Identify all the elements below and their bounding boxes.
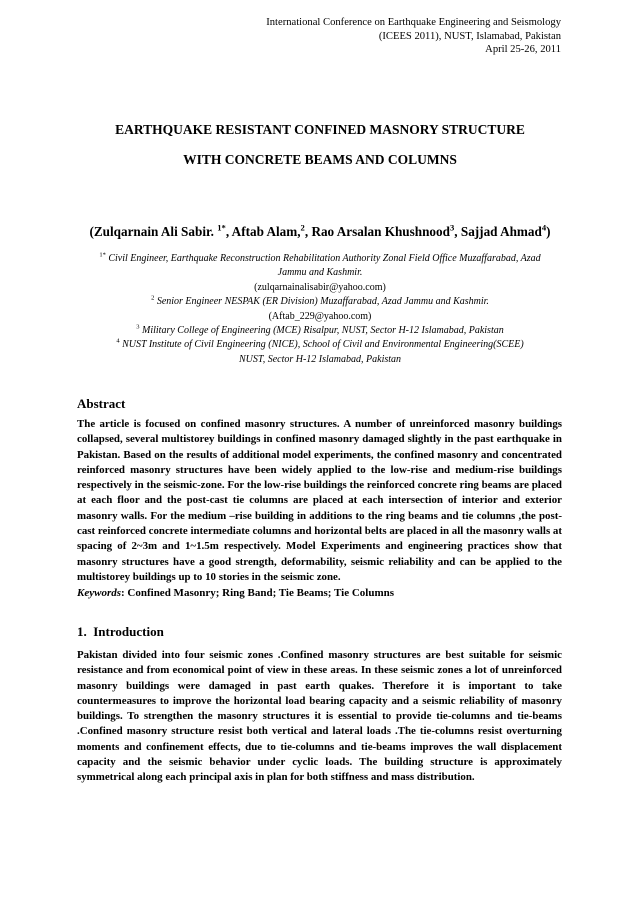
conference-date: April 25-26, 2011 — [485, 44, 561, 56]
author-4-mark: 4 — [541, 222, 547, 233]
affiliation-mark: 1* — [99, 251, 106, 259]
email-text: (Aftab_229@yahoo.com) — [268, 310, 372, 322]
affiliation-line — [60, 324, 580, 338]
affiliation-line — [60, 338, 580, 352]
affiliation-email — [60, 281, 580, 295]
author-4: , Sajjad Ahmad — [454, 224, 542, 239]
affiliation-line — [60, 295, 580, 309]
affiliation-text: NUST, Sector H-12 Islamabad, Pakistan — [238, 353, 402, 365]
author-1: Zulqarnain Ali Sabir. — [93, 224, 218, 239]
conference-line: (ICEES 2011), NUST, Islamabad, Pakistan — [378, 30, 561, 42]
author-3-mark: 3 — [449, 222, 455, 233]
affiliation-text: Military College of Engineering (MCE) Risalpur, NUST, Sector H-12 Islamabad, Pakistan — [142, 325, 504, 337]
section-title: Introduction — [93, 624, 164, 639]
author-3: , Rao Arsalan Khushnood — [304, 224, 450, 239]
conference-header — [141, 16, 561, 57]
author-list — [50, 224, 590, 240]
author-2: , Aftab Alam, — [225, 224, 301, 239]
author-paren: ( — [89, 224, 94, 239]
affiliation-mark: 4 — [116, 338, 120, 346]
keywords-label: Keywords — [77, 587, 121, 599]
affiliation-line — [60, 266, 580, 280]
abstract-heading: Abstract — [77, 396, 126, 411]
keywords-line — [77, 587, 394, 599]
conference-line: International Conference on Earthquake Engineering and Seismology — [266, 17, 561, 28]
paper-title-line-1: EARTHQUAKE RESISTANT CONFINED MASNORY STRUCTURE — [115, 122, 525, 137]
author-2-mark: 2 — [300, 222, 305, 233]
abstract-body: The article is focused on confined masonry structures. A number of unreinforced masonry buildings collapsed, several multistorey buildings in confined masonry damaged slightly in the past earthquake in Pakistan. Based on the results of additional model experiments, the confined masonry and concentrated reinforced masonry structures have been widely applied to the low-rise and medium-rise buildings respectively in the seismic-zone. For the low-rise buildings the reinforced concrete ring beams are placed at each floor and the post-cast tie columns are placed at each intersection of interior and exterior masonry walls. For the medium –rise building in additions to the ring beams and tie columns ,the post-cast reinforced concrete intermediate columns and horizontal belts are placed in all the masonry walls at spacing of 2~3m and 1~1.5m respectively. Model Experiments and engineering practices show that masonry structures have a good strength, deformability, seismic reliability and can be applied to the multistorey buildings up to 10 stories in the seismic zone. — [77, 418, 562, 583]
author-paren: ) — [546, 224, 551, 239]
affiliations — [60, 252, 580, 367]
affiliation-text: Senior Engineer NESPAK (ER Division) Muzaffarabad, Azad Jammu and Kashmir. — [156, 296, 489, 308]
introduction-heading — [77, 624, 164, 640]
affiliation-mark: 3 — [136, 323, 140, 331]
affiliation-line — [60, 252, 580, 266]
affiliation-email — [60, 310, 580, 324]
author-1-mark: 1* — [217, 222, 226, 233]
affiliation-mark: 2 — [151, 294, 155, 302]
affiliation-text: NUST Institute of Civil Engineering (NICE), School of Civil and Environmental Engineering(SCEE) — [122, 339, 524, 351]
affiliation-text: Civil Engineer, Earthquake Reconstruction Rehabilitation Authority Zonal Field Office Muzaffarabad, Azad — [108, 253, 541, 264]
section-number: 1. — [77, 624, 87, 639]
paper-title-line-2: WITH CONCRETE BEAMS AND COLUMNS — [183, 152, 457, 167]
introduction-body: Pakistan divided into four seismic zones .Confined masonry structures are best suitable for seismic resistance and from economical point of view in these areas. In these seismic zones a lot of unreinforced masonry buildings were damaged in past earth quakes. Therefore it is important to take countermeasures to improve the horizontal load bearing capacity and a seismic reliability of masonry buildings. To strengthen the masonry structures it is essential to provide tie-columns and tie-beams .Confined masonry structure resist both vertical and lateral loads .The tie-columns resist overturning moments and confinement effects, due to tie-columns and tie-beams improves the wall displacement capacity and the seismic behavior under cyclic loads. The building structure is approximately symmetrical along each principal axis in plan for both stiffness and mass distribution. — [77, 649, 562, 784]
email-text: (zulqarnainalisabir@yahoo.com) — [254, 281, 386, 293]
affiliation-text: Jammu and Kashmir. — [277, 267, 363, 279]
keywords-text: : Confined Masonry; Ring Band; Tie Beams; Tie Columns — [121, 587, 395, 599]
affiliation-line — [60, 353, 580, 367]
